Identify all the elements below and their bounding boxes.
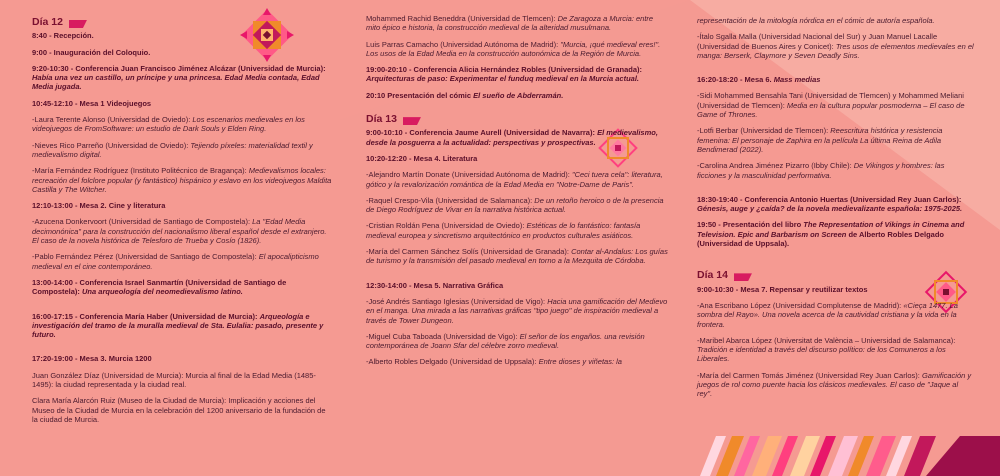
entry-heading: 20:10 Presentación del cómic	[366, 90, 474, 100]
program-entry	[32, 278, 332, 297]
entry-title: Tradición e identidad a través del discurso político: de los Comuneros a los Liberales.	[697, 345, 946, 364]
column-day-13	[366, 14, 668, 374]
entry-title: The Representation of Vikings in Cinema and Television. Epic and Barbarism on Screen	[697, 220, 965, 239]
program-entry	[366, 281, 668, 290]
day-accent-bar	[69, 20, 87, 28]
program-entry	[366, 332, 668, 351]
program-entry	[32, 396, 332, 424]
entry-text: 8:40 - Recepción.	[32, 31, 94, 41]
spacer	[697, 255, 975, 269]
entry-title: De Zaragoza a Murcia: entre mito épico e historia, la construcción medieval de la alteridad musulmana.	[366, 14, 654, 33]
entry-title: «Cieça 1477. La sombra del Rayo». Una novela acerca de la cautividad cristiana y la vida en la frontera.	[697, 300, 958, 329]
program-entry	[366, 128, 668, 147]
entry-text: 12:30-14:00 - Mesa 5. Narrativa Gráfica	[366, 280, 504, 290]
program-entry	[366, 247, 668, 266]
day-accent-bar	[403, 117, 421, 125]
entry-text: 10:20-12:20 - Mesa 4. Literatura	[366, 153, 478, 163]
column-day-14	[697, 16, 975, 406]
entry-title: Contar al-Andalus: Los guías de turismo y la transmisión del pasado medieval en torno a la Mezquita de Córdoba.	[366, 247, 668, 266]
entry-text: 9:00 - Inauguración del Coloquio.	[32, 47, 151, 57]
entry-heading: -Laura Terente Alonso (Universidad de Oviedo):	[32, 115, 193, 125]
entry-title: Arquitecturas de paso: Experimentar el funduq medieval en la Murcia actual.	[366, 74, 639, 84]
program-entry	[32, 252, 332, 271]
program-entry	[697, 75, 975, 84]
entry-title: "Ceci tuera cela": literatura, gótico y la revalorización romántica de la Edad Media en "Notre-Dame de Paris".	[366, 170, 663, 189]
spacer	[366, 107, 668, 113]
program-entry	[366, 221, 668, 240]
entry-text: 10:45-12:10 - Mesa 1 Videojuegos	[32, 98, 152, 108]
entry-heading: -María Fernández Rodríguez (Instituto Politécnico de Bragança):	[32, 166, 249, 176]
entry-title: Tejiendo píxeles: materialidad textil y medievalismo digital.	[32, 140, 313, 159]
program-entry	[366, 297, 668, 325]
spacer	[32, 304, 332, 312]
program-entry	[32, 141, 332, 160]
entry-title: La "Edad Media decimonónica" para la construcción del nacionalismo liberal español desde el extranjero. El caso de la novela histórica de Telesforo de Trueba y Cosío (1826).	[32, 217, 327, 246]
program-entry	[366, 170, 668, 189]
program-entry	[366, 40, 668, 59]
entry-heading: 13:00-14:00 - Conferencia Israel Sanmartín (Universidad de Santiago de Compostela):	[32, 277, 287, 297]
entry-heading: -José Andrés Santiago Iglesias (Universidad de Vigo):	[366, 296, 548, 306]
day-accent-bar	[734, 273, 752, 281]
entry-heading: -Ítalo Sgalla Malla (Universidad Nacional del Sur) y Juan Manuel Lacalle (Universidad de Buenos Aires y Conicet):	[697, 32, 938, 51]
program-entry	[32, 217, 332, 245]
program-entry	[32, 312, 332, 340]
column-day-12	[32, 16, 332, 431]
spacer	[32, 346, 332, 354]
day-heading	[366, 115, 419, 124]
entry-title: Una arqueología del neomedievalismo latino.	[82, 287, 243, 297]
program-entry	[366, 14, 668, 33]
entry-text: 17:20-19:00 - Mesa 3. Murcia 1200	[32, 354, 152, 364]
program-entry	[366, 357, 668, 366]
spacer	[697, 187, 975, 195]
entry-heading: -Nieves Rico Parreño (Universidad de Oviedo):	[32, 140, 191, 150]
entry-heading: 16:20-18:20 - Mesa 6.	[697, 75, 774, 85]
entry-heading: -María del Carmen Sánchez Solís (Universidad de Granada):	[366, 247, 572, 257]
entry-heading: -Pablo Fernández Pérez (Universidad de Santiago de Compostela):	[32, 252, 259, 262]
entry-heading: Luis Parras Camacho (Universidad Autónoma de Madrid):	[366, 39, 561, 49]
entry-heading: -Cristian Roldán Pena (Universidad de Oviedo):	[366, 221, 527, 231]
entry-title: De Vikingos y hombres: las ficciones y la masculinidad performativa.	[697, 161, 945, 180]
entry-heading: 9:20-10:30 - Conferencia Juan Francisco Jiménez Alcázar (Universidad de Murcia):	[32, 63, 326, 73]
entry-tail: de Alberto Robles Delgado (Universidad de Uppsala).	[697, 229, 945, 249]
day-label: Día 13	[366, 113, 397, 126]
program-entry	[366, 154, 668, 163]
program-entry	[32, 31, 332, 40]
entry-heading: 16:00-17:15 - Conferencia María Haber (Universidad de Murcia):	[32, 311, 260, 321]
entry-title: El apocalipticismo medieval en el cine contemporáneo.	[32, 252, 319, 271]
program-entry	[697, 285, 975, 294]
entry-heading: 18:30-19:40 - Conferencia Antonio Huertas (Universidad Rey Juan Carlos):	[697, 194, 962, 204]
entry-heading: 19:00-20:10 - Conferencia Alicia Hernández Robles (Universidad de Granada):	[366, 65, 643, 75]
program-entry	[366, 91, 668, 100]
program-entry	[32, 371, 332, 390]
program-entry	[697, 91, 975, 119]
entry-heading: -Raquel Crespo-Vila (Universidad de Salamanca):	[366, 195, 535, 205]
diagonal-stripes-decoration	[700, 436, 1000, 476]
program-entry	[32, 48, 332, 57]
entry-heading: 19:50 - Presentación del libro	[697, 220, 804, 230]
entry-text: Juan González Díaz (Universidad de Murcia): Murcia al final de la Edad Media (1485-1495): la ciudad representada y la ciudad real.	[32, 370, 316, 390]
program-entry	[697, 301, 975, 329]
entry-title: Arqueología e investigación del tramo de la muralla medieval de Sta. Eulalia: pasado, presente y futuro.	[32, 311, 324, 340]
entry-text: 9:00-10:30 - Mesa 7. Repensar y reutilizar textos	[697, 284, 868, 294]
spacer	[366, 273, 668, 281]
entry-heading: -Lotfi Berbar (Universidad de Tlemcen):	[697, 126, 831, 136]
entry-title: El medievalismo, desde la posguerra a la actualidad: perspectivas y prospectivas.	[366, 128, 658, 147]
program-entry	[697, 16, 975, 25]
entry-title: Entre dioses y viñetas: la	[538, 357, 622, 367]
entry-heading: Mohammed Rachid Beneddra (Universidad de Tlemcen):	[366, 14, 558, 23]
entry-heading: 9:00-10:10 - Conferencia Jaume Aurell (Universidad de Navarra):	[366, 128, 598, 138]
entry-text: Clara María Alarcón Ruiz (Museo de la Ciudad de Murcia): Implicación y acciones del Museo de la Ciudad de Murcia en la celebración del 1200 aniversario de la fundación de la ciudad de Murcia.	[32, 396, 326, 424]
entry-title: Había una vez un castillo, un príncipe y una princesa. Edad Media contada, Edad Media jugada.	[32, 73, 320, 92]
program-entry	[697, 336, 975, 364]
program-entry	[366, 196, 668, 215]
entry-heading: -Maribel Abarca López (Universitat de València – Universidad de Salamanca):	[697, 335, 956, 345]
entry-title: Medievalismos locales: recreación del folclore popular (y fantástico) hispánico y eslavo en los videojuegos Maldita Castilla y The Witcher.	[32, 166, 332, 194]
program-entry	[366, 65, 668, 84]
day-heading	[697, 271, 750, 280]
entry-title: El sueño de Abderramán.	[473, 90, 564, 100]
entry-title: El señor de los engaños. una revisión contemporánea de Joann Sfar del célebre zorro medieval.	[366, 331, 645, 351]
entry-heading: -Azucena Donkervoort (Universidad de Santiago de Compostela):	[32, 217, 253, 227]
entry-title: Estéticas de lo fantástico: fantasía medieval europea y sincretismo arquitectónico en productos culturales asiáticos.	[366, 221, 641, 240]
entry-title: Tres usos de elementos medievales en el manga: Berserk, Claymore y Seven Deadly Sins.	[697, 41, 974, 60]
entry-heading: -Miguel Cuba Taboada (Universidad de Vigo):	[366, 331, 520, 341]
entry-title: Hacia una gamificación del Medievo en el manga. Una mirada a las narrativas gráficas "tipo juego" de inspiración medieval a través de Tower Dungeon.	[366, 296, 668, 325]
program-entry	[697, 32, 975, 60]
day-heading	[32, 18, 85, 27]
program-entry	[32, 201, 332, 210]
entry-heading: -Sidi Mohammed Bensahla Tani (Universidad de Tlemcen) y Mohammed Meliani (Universidad de Tlemcen):	[697, 91, 964, 110]
entry-title: "Murcia, ¡qué medieval eres!". Los usos de la Edad Media en la construcción autonómica de la Región de Murcia.	[366, 39, 661, 58]
day-label: Día 14	[697, 269, 728, 282]
entry-title: Los escenarios medievales en los videojuegos de FromSoftware: un estudio de Dark Souls y Elden Ring.	[32, 115, 305, 134]
entry-title: Media en la cultura popular posmoderna – El caso de Game of Thrones.	[697, 100, 965, 120]
program-entry	[32, 99, 332, 108]
program-entry	[697, 371, 975, 399]
program-entry	[32, 354, 332, 363]
entry-heading: -Alejandro Martín Donate (Universidad Autónoma de Madrid):	[366, 170, 572, 180]
program-entry	[697, 195, 975, 214]
entry-text: 12:10-13:00 - Mesa 2. Cine y literatura	[32, 201, 166, 211]
entry-title: Gamificación y juegos de rol como puente hacia los clásicos medievales. El caso de "Jaque al rey".	[697, 370, 972, 399]
program-entry	[697, 161, 975, 180]
spacer	[697, 67, 975, 75]
program-entry	[32, 115, 332, 134]
entry-title: Mass medias	[773, 75, 821, 85]
entry-title: Reescritura histórica y resistencia femenina: El personaje de Zaphira en la película La última Reina de Adila Bendimerad (2022).	[697, 126, 943, 154]
program-entry	[697, 220, 975, 248]
program-entry	[32, 64, 332, 92]
program-entry	[32, 166, 332, 194]
entry-heading: -Alberto Robles Delgado (Universidad de Uppsala):	[366, 357, 539, 367]
entry-title: De un retoño heroico o de la presencia de Diego Rodríguez de Vivar en la narrativa histórica actual.	[366, 195, 664, 215]
program-entry	[697, 126, 975, 154]
entry-title: Génesis, auge y ¿caída? de la novela medievalizante española: 1975-2025.	[697, 204, 963, 214]
entry-heading: -Ana Escribano López (Universidad Complutense de Madrid):	[697, 300, 904, 310]
entry-heading: -María del Carmen Tomás Jiménez (Universidad Rey Juan Carlos):	[697, 370, 922, 380]
day-label: Día 12	[32, 16, 63, 28]
entry-heading: -Carolina Andrea Jiménez Pizarro (Ibby Chile):	[697, 161, 854, 171]
entry-title: representación de la mitología nórdica en el cómic de autoría española.	[697, 16, 935, 25]
